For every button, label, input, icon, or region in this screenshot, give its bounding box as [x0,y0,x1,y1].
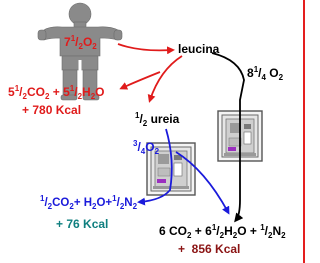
half-urea-label: $^1/_2$ ureia [135,111,180,128]
oxygen-intake-label: $7^1/_2O_2$ [64,34,97,51]
urea-products-label: $5^1/_2CO_2 + 5^1/_2H_2O$ [8,84,105,101]
urea-products-arrow [122,72,160,88]
total-products-label: 6 $CO_2 + 6^1/_2H_2O + ^1/_2N_2$ [159,223,286,240]
urea-energy-label: + 780 Kcal [22,103,82,117]
oxygen-intake-arrow [118,44,172,50]
leucine-to-urea-arrow [150,56,182,100]
urea-oxygen-label: $^3/_4O_2$ [133,139,160,156]
leucine-oxygen-label: $8^1/_4$ $O_2$ [247,65,284,82]
leucine-label: leucina [178,42,220,56]
urea-oxidation-products-label: $^1/_2CO_2+ H_2O+^1/_2N_2$ [40,194,138,211]
urea-oxidation-energy-label: + 76 Kcal [56,217,109,231]
total-energy-label: + 856 Kcal [178,242,241,256]
